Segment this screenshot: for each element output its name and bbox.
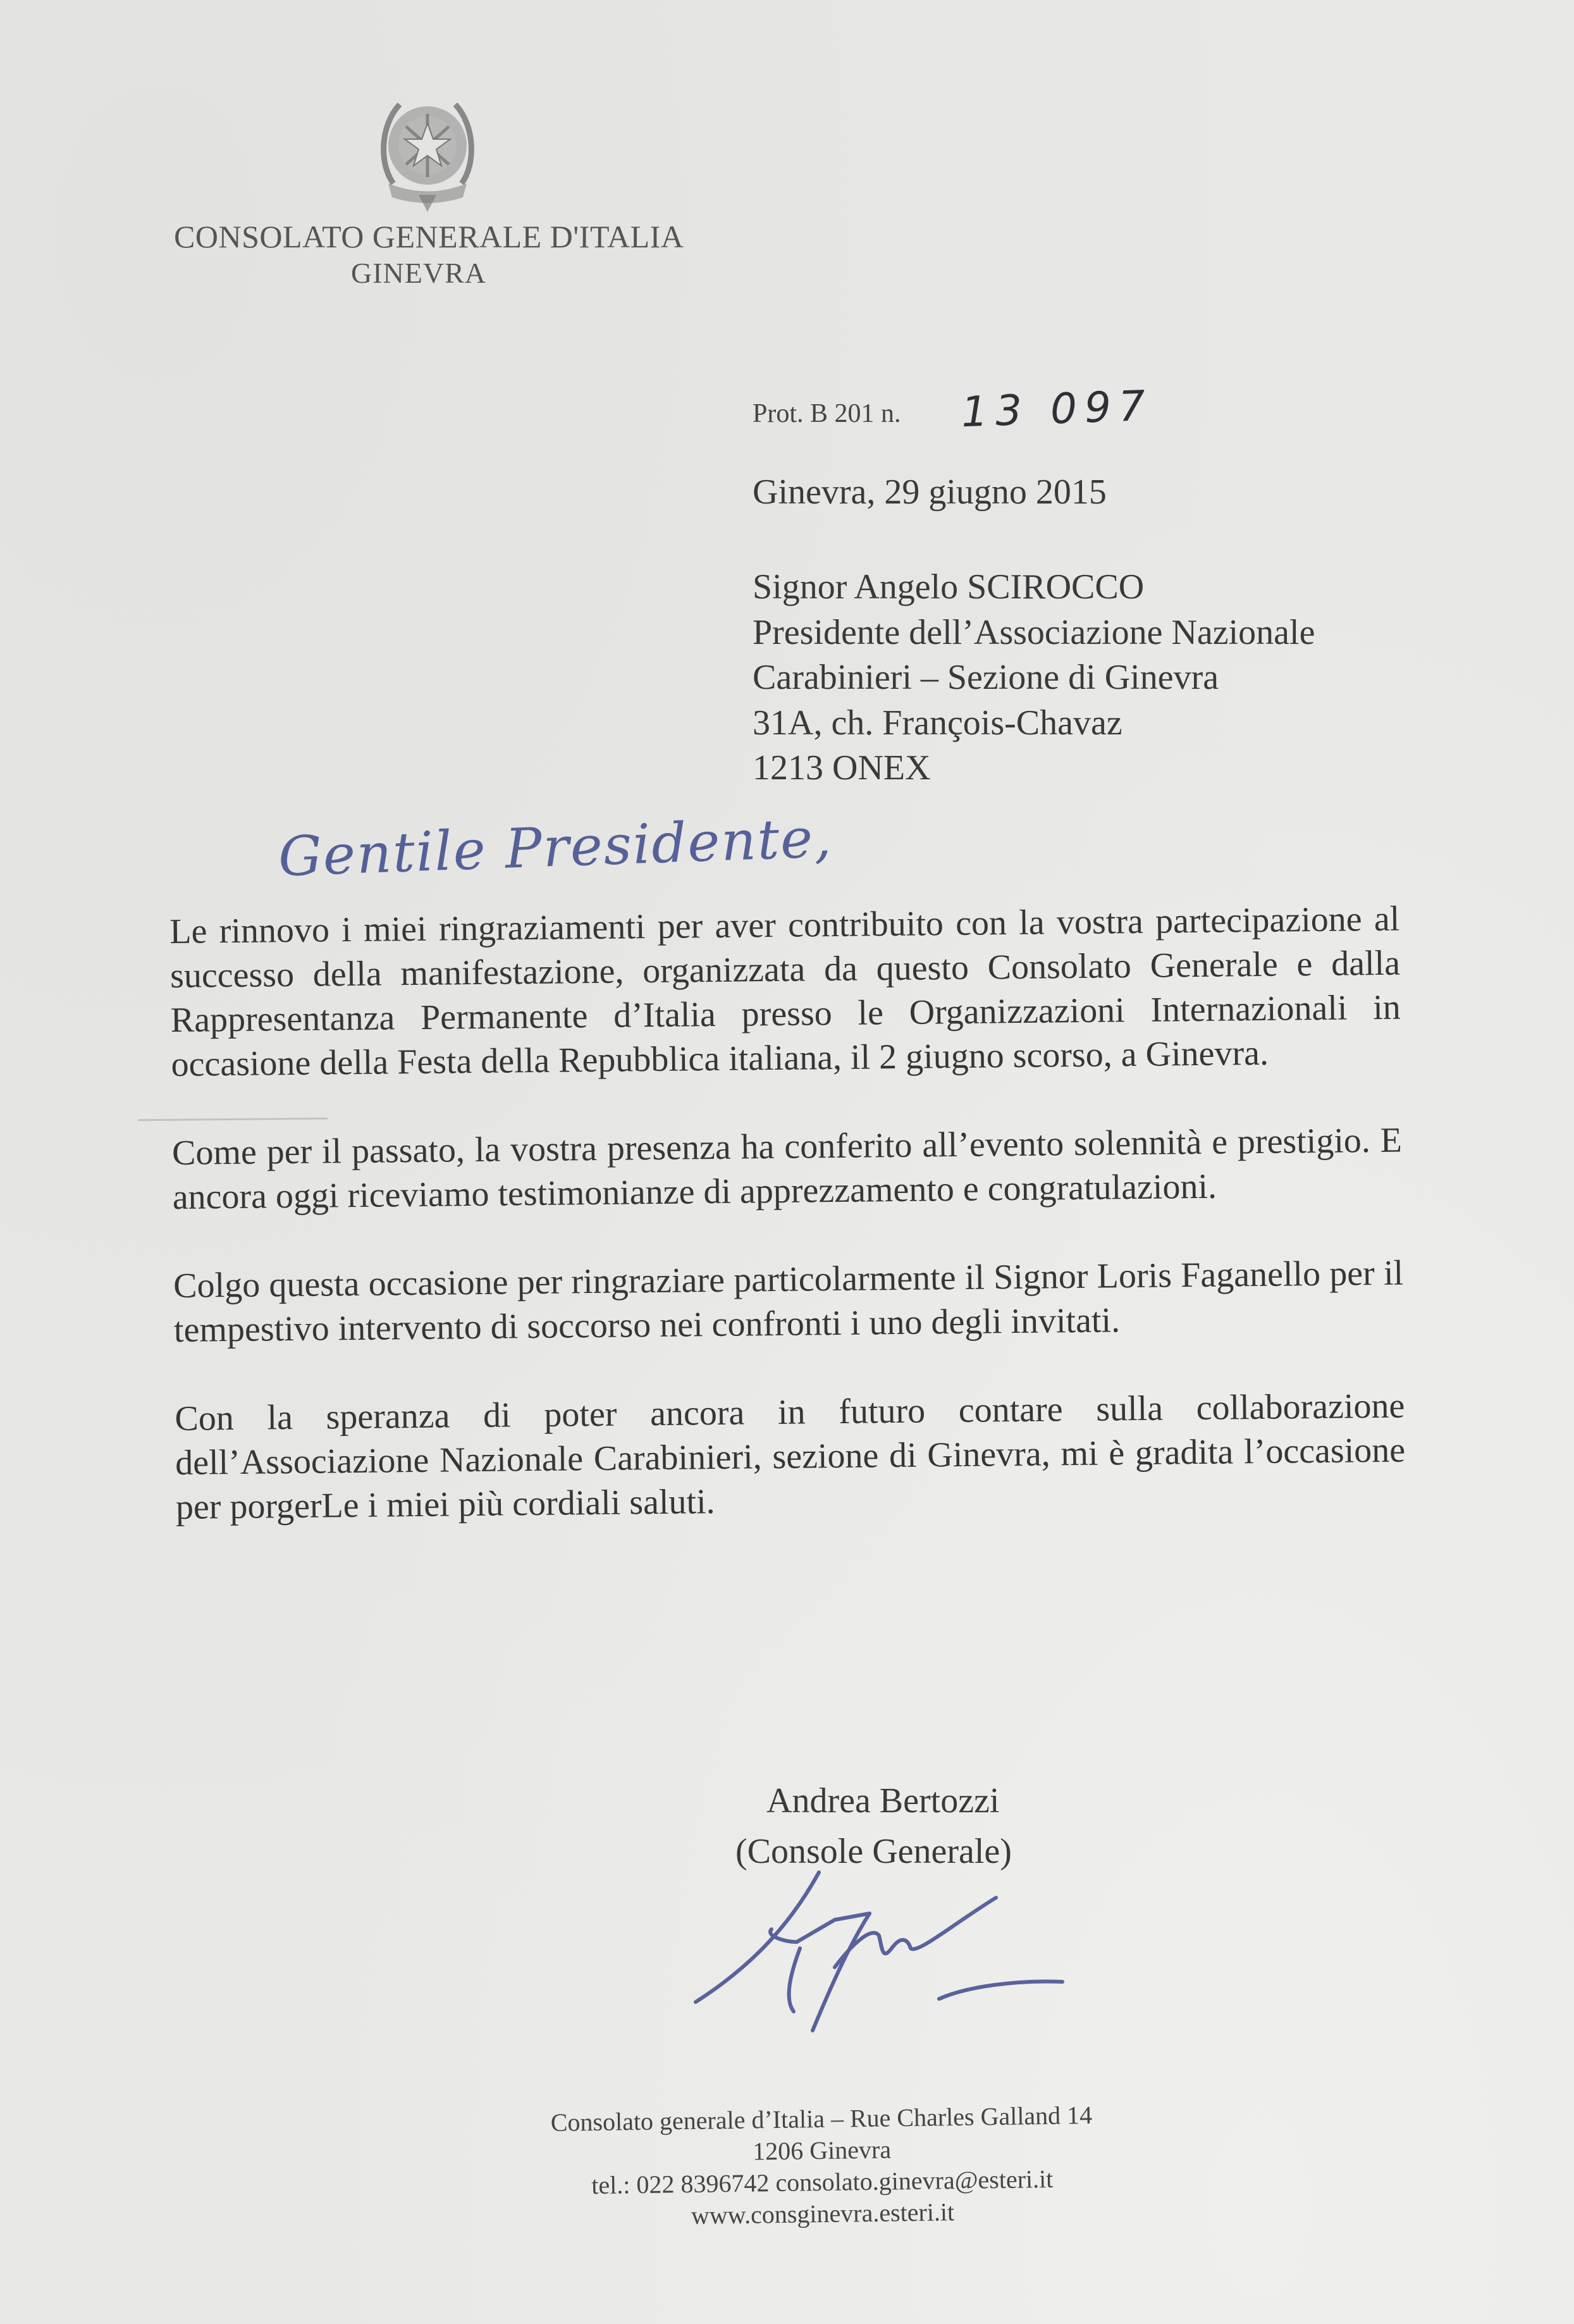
signatory-title: (Console Generale) — [735, 1832, 1012, 1871]
protocol-number-handwritten: 13 097 — [960, 381, 1154, 437]
body-paragraph: Colgo questa occasione per ringraziare particolarmente il Signor Loris Faganello per il tempestivo intervento di soccorso nei confronti i uno degli invitati. — [173, 1253, 1404, 1350]
recipient-role: Presidente dell’Associazione Nazionale — [753, 612, 1315, 652]
footer-website: www.consginevra.esteri.it — [691, 2197, 955, 2230]
letterhead-title: CONSOLATO GENERALE D'ITALIA — [174, 219, 684, 254]
letter-body — [169, 897, 1406, 1530]
letter-footer — [442, 2098, 1203, 2235]
letter-date: Ginevra, 29 giugno 2015 — [753, 473, 1107, 512]
footer-contact: tel.: 022 8396742 consolato.ginevra@esteri.it — [591, 2164, 1054, 2200]
italian-emblem-icon — [374, 89, 481, 215]
body-paragraph: Le rinnovo i miei ringraziamenti per aver contribuito con la vostra partecipazione al successo della manifestazione, organizzata da questo Consolato Generale e dalla Rappresentanza Permanente d’Italia presso le Organizzazioni Internazionali in occasione della Festa della Repubblica italiana, il 2 giugno scorso, a Ginevra. — [169, 899, 1401, 1084]
protocol-label: Prot. B 201 n. — [753, 399, 901, 428]
handwritten-signature-icon — [689, 1866, 1132, 2056]
recipient-address — [753, 565, 1315, 791]
body-paragraph: Con la speranza di poter ancora in futuro contare sulla collaborazione dell’Associazione Nazionale Carabinieri, sezione di Ginevra, mi è gradita l’occasione per porgerLe i miei più cordiali saluti. — [175, 1386, 1406, 1527]
footer-city: 1206 Ginevra — [752, 2135, 892, 2166]
handwritten-salutation: Gentile Presidente, — [277, 806, 833, 889]
letterhead-city: GINEVRA — [351, 257, 486, 289]
footer-address: Consolato generale d’Italia – Rue Charles Galland 14 — [550, 2101, 1093, 2137]
recipient-name: Signor Angelo SCIROCCO — [753, 567, 1145, 607]
body-paragraph: Come per il passato, la vostra presenza ha conferito all’evento solennità e prestigio. E ancora oggi riceviamo testimonianze di apprezzamento e congratulazioni. — [171, 1120, 1403, 1217]
signatory-name: Andrea Bertozzi — [766, 1781, 1000, 1820]
recipient-city: 1213 ONEX — [753, 748, 931, 788]
recipient-organization: Carabinieri – Sezione di Ginevra — [753, 658, 1219, 697]
recipient-street: 31A, ch. François-Chavaz — [753, 703, 1122, 743]
